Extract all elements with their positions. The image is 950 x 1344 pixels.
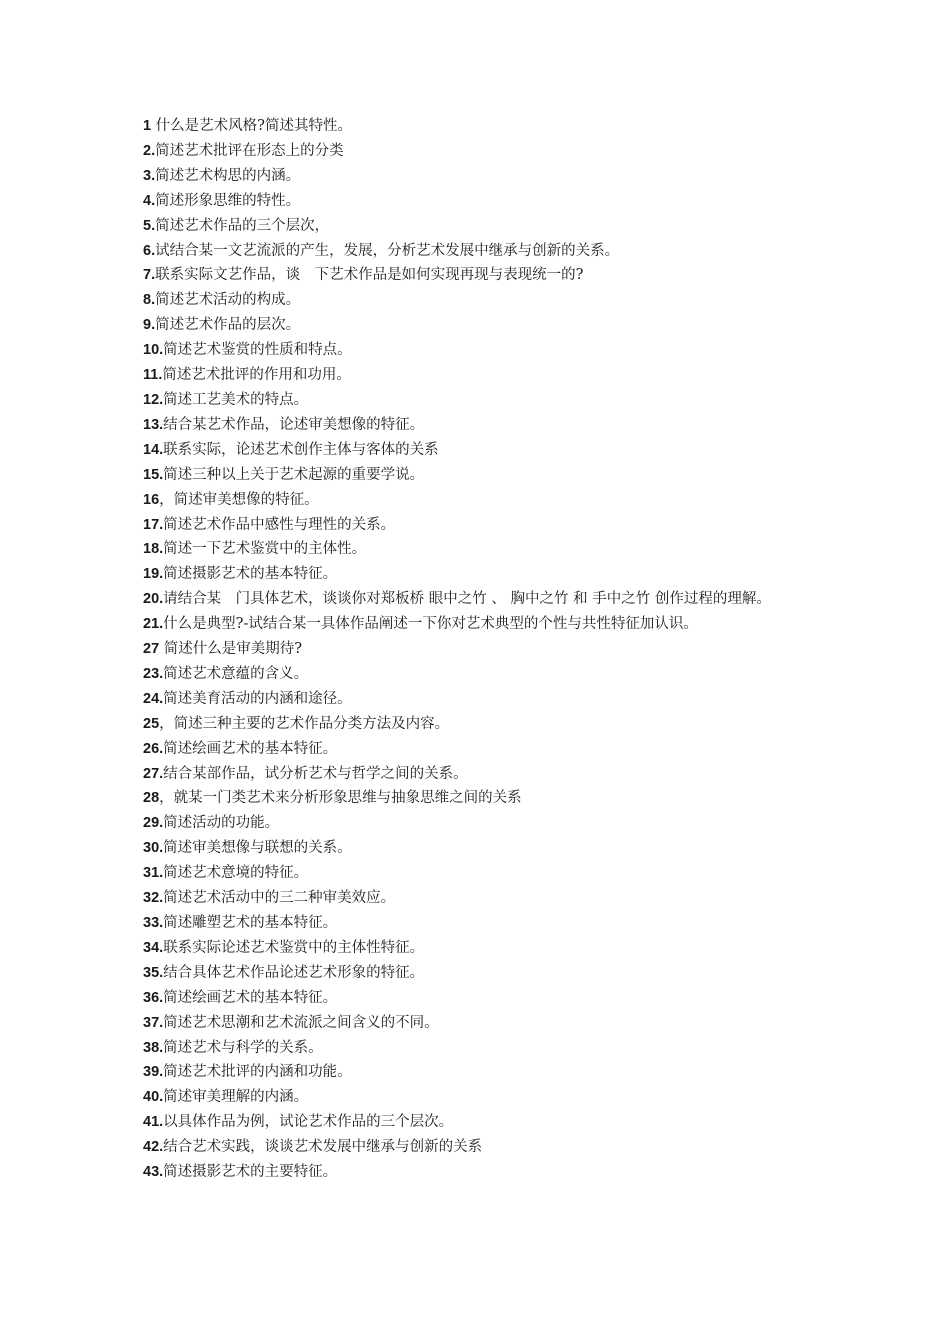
question-text: ，简述审美想像的特征。	[159, 491, 319, 508]
question-item	[143, 537, 813, 562]
question-text: 简述绘画艺术的基本特征。	[163, 740, 338, 757]
question-item	[143, 338, 813, 363]
question-number: 27.	[143, 765, 164, 782]
question-text: 简述艺术批评在形态上的分类	[155, 142, 344, 159]
question-number: 27	[143, 641, 160, 658]
question-number: 24.	[143, 690, 164, 707]
question-item	[143, 911, 813, 936]
question-number: 30.	[143, 840, 164, 857]
question-item	[143, 587, 813, 612]
question-item	[143, 712, 813, 737]
question-number: 20.	[143, 591, 164, 608]
question-item	[143, 662, 813, 687]
question-text: 简述活动的功能。	[163, 815, 280, 832]
question-number: 42.	[143, 1139, 164, 1156]
question-item	[143, 786, 813, 811]
question-number: 3.	[143, 167, 156, 184]
question-number: 33.	[143, 915, 164, 931]
question-item	[143, 1135, 813, 1160]
question-item	[143, 438, 813, 463]
question-number: 10.	[143, 342, 164, 359]
question-item	[143, 1160, 813, 1185]
question-number: 36.	[143, 989, 164, 1006]
question-number: 2.	[143, 142, 156, 159]
question-text: 简述艺术作品的层次。	[155, 317, 301, 334]
question-item	[143, 388, 813, 413]
question-item	[143, 612, 813, 637]
question-item	[143, 214, 813, 239]
question-item	[143, 861, 813, 886]
question-number: 34.	[143, 939, 164, 956]
question-text: 简述摄影艺术的基本特征。	[163, 566, 338, 583]
question-number: 26.	[143, 740, 164, 757]
question-item	[143, 762, 813, 787]
question-item	[143, 189, 813, 214]
question-number: 39.	[143, 1064, 164, 1081]
question-item	[143, 886, 813, 911]
question-item	[143, 413, 813, 438]
question-number: 13.	[143, 416, 164, 433]
question-text: 简述什么是审美期待?	[159, 641, 303, 658]
question-text: 简述工艺美术的特点。	[163, 391, 309, 408]
question-text: 简述三种以上关于艺术起源的重要学说。	[163, 466, 425, 483]
question-text: 简述艺术意蕴的含义。	[163, 665, 309, 682]
question-text: 简述审美理解的内涵。	[163, 1089, 309, 1106]
question-text: 联系实际，论述艺术创作主体与客体的关系	[163, 441, 439, 458]
question-number: 4.	[143, 192, 156, 209]
question-number: 25	[143, 715, 160, 732]
question-number: 37.	[143, 1014, 164, 1031]
question-text: 简述艺术活动的构成。	[155, 292, 301, 309]
question-item	[143, 1085, 813, 1110]
question-item	[143, 1060, 813, 1085]
question-text: 简述艺术批评的作用和功用。	[162, 367, 351, 384]
question-text: 简述艺术批评的内涵和功能。	[163, 1064, 352, 1081]
question-text: 简述艺术作品的三个层次，	[155, 217, 330, 234]
question-item	[143, 811, 813, 836]
question-number: 29.	[143, 815, 164, 832]
question-item	[143, 1110, 813, 1135]
question-text: 简述艺术意境的特征。	[163, 865, 309, 882]
question-item	[143, 737, 813, 762]
question-item	[143, 1011, 813, 1036]
question-item	[143, 313, 813, 338]
question-text: 结合某艺术作品，论述审美想像的特征。	[163, 416, 425, 433]
question-text: 简述艺术思潮和艺术流派之间含义的不同。	[163, 1014, 439, 1031]
question-text: 简述摄影艺术的主要特征。	[163, 1164, 338, 1181]
question-text: 简述形象思维的特性。	[155, 192, 301, 209]
question-item	[143, 687, 813, 712]
question-number: 19.	[143, 566, 164, 583]
question-item	[143, 986, 813, 1011]
question-item	[143, 114, 813, 139]
question-number: 41.	[143, 1114, 164, 1131]
question-text: 试结合某一文艺流派的产生，发展，分析艺术发展中继承与创新的关系。	[155, 242, 620, 259]
question-text: 请结合某 门具体艺术，谈谈你对郑板桥 眼中之竹 、 胸中之竹 和 手中之竹 创作过程的理解。	[163, 591, 771, 608]
question-text: 什么是典型?-试结合某一具体作品阐述一下你对艺术典型的个性与共性特征加认识。	[163, 616, 698, 633]
question-text: 什么是艺术风格?简述其特性。	[151, 118, 352, 134]
question-number: 5.	[143, 217, 156, 234]
question-number: 1	[143, 118, 152, 134]
question-text: 简述艺术构思的内涵。	[155, 167, 301, 184]
question-item	[143, 836, 813, 861]
question-text: 结合艺术实践，谈谈艺术发展中继承与创新的关系	[163, 1139, 483, 1156]
question-number: 6.	[143, 242, 156, 259]
question-number: 9.	[143, 317, 156, 334]
question-item	[143, 239, 813, 264]
question-text: 联系实际文艺作品，谈 下艺术作品是如何实现再现与表现统一的?	[155, 267, 584, 284]
question-text: 联系实际论述艺术鉴赏中的主体性特征。	[163, 939, 425, 956]
question-item	[143, 263, 813, 288]
question-text: 简述艺术鉴赏的性质和特点。	[163, 342, 352, 359]
question-item	[143, 1036, 813, 1061]
question-text: 结合具体艺术作品论述艺术形象的特征。	[163, 964, 425, 981]
question-item	[143, 288, 813, 313]
question-number: 38.	[143, 1039, 164, 1056]
question-number: 14.	[143, 441, 164, 458]
question-number: 7.	[143, 267, 156, 284]
question-text: 简述绘画艺术的基本特征。	[163, 989, 338, 1006]
question-number: 17.	[143, 516, 164, 533]
question-text: 以具体作品为例，试论艺术作品的三个层次。	[163, 1114, 454, 1131]
question-item	[143, 363, 813, 388]
question-number: 35.	[143, 964, 164, 981]
question-number: 43.	[143, 1164, 164, 1181]
question-text: 简述艺术活动中的三二种审美效应。	[163, 890, 396, 907]
question-text: 简述艺术与科学的关系。	[163, 1039, 323, 1056]
question-number: 16	[143, 491, 160, 508]
question-item	[143, 513, 813, 538]
question-item	[143, 139, 813, 164]
question-number: 12.	[143, 391, 164, 408]
question-item	[143, 164, 813, 189]
question-text: 简述雕塑艺术的基本特征。	[163, 915, 338, 931]
question-item	[143, 562, 813, 587]
question-text: 简述艺术作品中感性与理性的关系。	[163, 516, 396, 533]
question-number: 18.	[143, 541, 164, 558]
question-number: 8.	[143, 292, 156, 309]
question-item	[143, 463, 813, 488]
question-number: 11.	[143, 367, 163, 384]
question-text: 简述一下艺术鉴赏中的主体性。	[163, 541, 367, 558]
question-item	[143, 961, 813, 986]
question-text: 简述审美想像与联想的关系。	[163, 840, 352, 857]
question-text: ，简述三种主要的艺术作品分类方法及内容。	[159, 715, 450, 732]
question-item	[143, 488, 813, 513]
question-number: 15.	[143, 466, 164, 483]
question-number: 31.	[143, 865, 164, 882]
question-number: 32.	[143, 890, 164, 907]
question-text: ，就某一门类艺术来分析形象思维与抽象思维之间的关系	[159, 790, 522, 807]
question-number: 21.	[143, 616, 164, 633]
question-number: 40.	[143, 1089, 164, 1106]
question-item	[143, 637, 813, 662]
question-number: 23.	[143, 665, 164, 682]
question-text: 简述美育活动的内涵和途径。	[163, 690, 352, 707]
question-item	[143, 936, 813, 961]
question-list	[143, 114, 813, 1185]
question-number: 28	[143, 790, 160, 807]
question-text: 结合某部作品，试分析艺术与哲学之间的关系。	[163, 765, 468, 782]
